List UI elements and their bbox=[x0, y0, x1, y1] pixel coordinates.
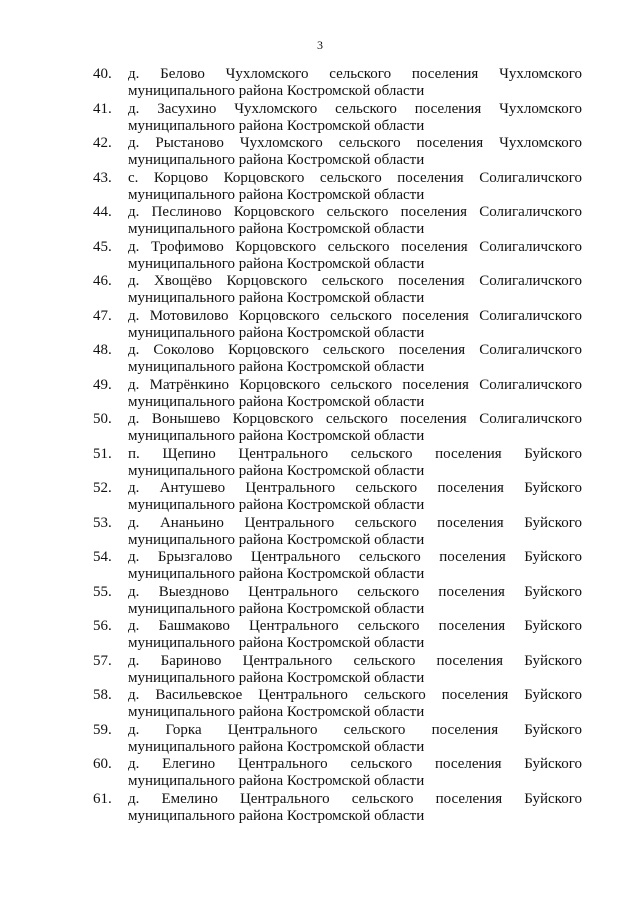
list-item bbox=[0, 584, 640, 619]
item-settlement-line: д. Хвощёво Корцовского сельского поселения Солигаличского bbox=[128, 273, 582, 289]
list-item bbox=[0, 411, 640, 446]
item-settlement-line: д. Соколово Корцовского сельского поселения Солигаличского bbox=[128, 342, 582, 358]
item-district-line: муниципального района Костромской области bbox=[128, 600, 425, 617]
item-number: 42. bbox=[93, 135, 112, 151]
item-number: 41. bbox=[93, 100, 112, 117]
item-district-line: муниципального района Костромской области bbox=[128, 497, 425, 513]
item-number: 48. bbox=[93, 342, 112, 358]
item-number: 56. bbox=[93, 618, 112, 634]
list-item bbox=[0, 273, 640, 308]
item-number: 43. bbox=[93, 169, 112, 186]
list-item bbox=[0, 653, 640, 688]
list-item bbox=[0, 756, 640, 791]
item-number: 46. bbox=[93, 273, 112, 289]
item-district-line: муниципального района Костромской области bbox=[128, 117, 425, 134]
item-district-line: муниципального района Костромской области bbox=[128, 428, 425, 444]
item-district-line: муниципального района Костромской области bbox=[128, 566, 425, 582]
item-settlement-line: д. Брызгалово Центрального сельского поселения Буйского bbox=[128, 549, 582, 565]
list-item bbox=[0, 687, 640, 722]
list-item bbox=[0, 480, 640, 515]
item-district-line: муниципального района Костромской области bbox=[128, 152, 425, 168]
item-number: 61. bbox=[93, 790, 112, 807]
item-settlement-line: д. Емелино Центрального сельского поселения Буйского bbox=[128, 790, 582, 807]
item-number: 60. bbox=[93, 756, 112, 772]
item-settlement-line: д. Антушево Центрального сельского поселения Буйского bbox=[128, 480, 582, 496]
list-item bbox=[0, 66, 640, 101]
item-settlement-line: д. Засухино Чухломского сельского поселения Чухломского bbox=[128, 100, 582, 117]
item-settlement-line: д. Мотовилово Корцовского сельского поселения Солигаличского bbox=[128, 307, 582, 324]
item-district-line: муниципального района Костромской области bbox=[128, 83, 425, 99]
item-district-line: муниципального района Костромской области bbox=[128, 807, 425, 824]
list-item bbox=[0, 101, 640, 136]
item-district-line: муниципального района Костромской области bbox=[128, 635, 425, 651]
item-settlement-line: с. Корцово Корцовского сельского поселения Солигаличского bbox=[128, 169, 582, 186]
item-district-line: муниципального района Костромской области bbox=[128, 186, 425, 203]
item-settlement-line: д. Бариново Центрального сельского поселения Буйского bbox=[128, 652, 582, 669]
item-settlement-line: д. Васильевское Центрального сельского поселения Буйского bbox=[128, 687, 582, 703]
item-district-line: муниципального района Костромской области bbox=[128, 738, 425, 755]
item-district-line: муниципального района Костромской области bbox=[128, 531, 425, 548]
item-number: 50. bbox=[93, 411, 112, 427]
list-item bbox=[0, 618, 640, 653]
list-item bbox=[0, 342, 640, 377]
item-number: 51. bbox=[93, 445, 112, 462]
item-settlement-line: д. Рыстаново Чухломского сельского поселения Чухломского bbox=[128, 135, 582, 151]
item-settlement-line: д. Матрёнкино Корцовского сельского поселения Солигаличского bbox=[128, 376, 582, 393]
item-settlement-line: д. Выездново Центрального сельского поселения Буйского bbox=[128, 583, 582, 600]
item-number: 55. bbox=[93, 583, 112, 600]
item-settlement-line: д. Трофимово Корцовского сельского поселения Солигаличского bbox=[128, 238, 582, 255]
list-item bbox=[0, 791, 640, 826]
item-number: 44. bbox=[93, 204, 112, 220]
item-district-line: муниципального района Костромской области bbox=[128, 462, 425, 479]
list-item bbox=[0, 549, 640, 584]
list-item bbox=[0, 204, 640, 239]
list-item bbox=[0, 170, 640, 205]
item-number: 49. bbox=[93, 376, 112, 393]
item-district-line: муниципального района Костромской области bbox=[128, 221, 425, 237]
item-number: 58. bbox=[93, 687, 112, 703]
item-settlement-line: д. Башмаково Центрального сельского поселения Буйского bbox=[128, 618, 582, 634]
item-district-line: муниципального района Костромской области bbox=[128, 773, 425, 789]
list-item bbox=[0, 377, 640, 412]
item-number: 59. bbox=[93, 721, 112, 738]
item-district-line: муниципального района Костромской области bbox=[128, 255, 425, 272]
item-number: 40. bbox=[93, 66, 112, 82]
page-number: 3 bbox=[317, 38, 323, 52]
item-settlement-line: д. Вонышево Корцовского сельского поселения Солигаличского bbox=[128, 411, 582, 427]
item-district-line: муниципального района Костромской области bbox=[128, 393, 425, 410]
item-settlement-line: п. Щепино Центрального сельского поселения Буйского bbox=[128, 445, 582, 462]
list-item bbox=[0, 722, 640, 757]
item-settlement-line: д. Песлиново Корцовского сельского поселения Солигаличского bbox=[128, 204, 582, 220]
item-settlement-line: д. Ананьино Центрального сельского поселения Буйского bbox=[128, 514, 582, 531]
item-number: 53. bbox=[93, 514, 112, 531]
item-number: 45. bbox=[93, 238, 112, 255]
item-settlement-line: д. Елегино Центрального сельского поселения Буйского bbox=[128, 756, 582, 772]
item-settlement-line: д. Горка Центрального сельского поселения Буйского bbox=[128, 721, 582, 738]
item-number: 54. bbox=[93, 549, 112, 565]
list-item bbox=[0, 135, 640, 170]
list-item bbox=[0, 515, 640, 550]
item-district-line: муниципального района Костромской области bbox=[128, 290, 425, 306]
item-settlement-line: д. Белово Чухломского сельского поселения Чухломского bbox=[128, 66, 582, 82]
item-number: 52. bbox=[93, 480, 112, 496]
list-item bbox=[0, 239, 640, 274]
item-district-line: муниципального района Костромской области bbox=[128, 669, 425, 686]
settlement-list bbox=[0, 66, 640, 825]
item-district-line: муниципального района Костромской области bbox=[128, 704, 425, 720]
item-number: 57. bbox=[93, 652, 112, 669]
list-item bbox=[0, 446, 640, 481]
item-number: 47. bbox=[93, 307, 112, 324]
list-item bbox=[0, 308, 640, 343]
item-district-line: муниципального района Костромской области bbox=[128, 359, 425, 375]
item-district-line: муниципального района Костромской области bbox=[128, 324, 425, 341]
